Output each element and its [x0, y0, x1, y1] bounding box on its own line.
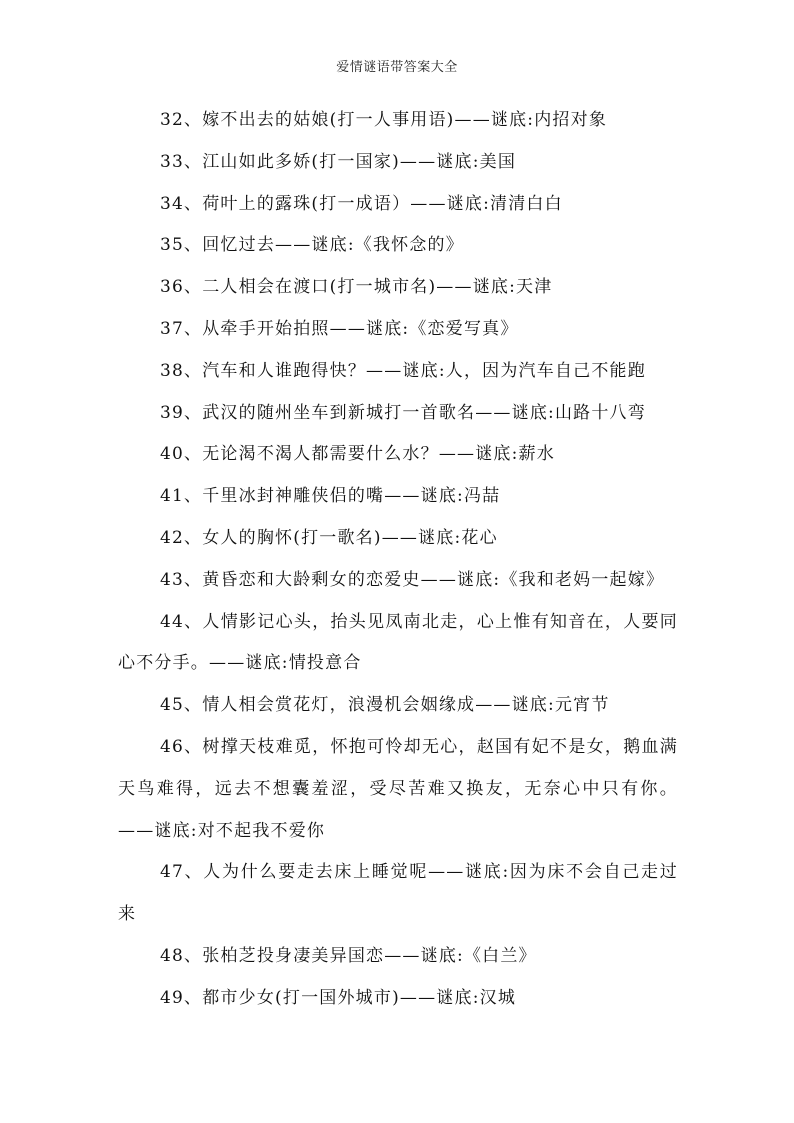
page-header: 爱情谜语带答案大全: [336, 60, 458, 75]
riddle-item: 34、荷叶上的露珠(打一成语）——谜底:清清白白: [160, 193, 563, 214]
riddle-item: 38、汽车和人谁跑得快？——谜底:人，因为汽车自己不能跑: [160, 360, 646, 381]
riddle-item: 35、回忆过去——谜底:《我怀念的》: [160, 235, 464, 256]
riddle-item: 44、人情影记心头，抬头见凤南北走，心上惟有知音在，人要同心不分手。——谜底:情投意合: [118, 611, 678, 674]
riddle-item: 48、张柏芝投身凄美异国恋——谜底:《白兰》: [160, 945, 537, 966]
riddle-item: 42、女人的胸怀(打一歌名)——谜底:花心: [160, 527, 498, 548]
riddle-item: 49、都市少女(打一国外城市)——谜底:汉城: [160, 987, 517, 1008]
riddle-list: [118, 100, 678, 1020]
riddle-item: 40、无论渴不渴人都需要什么水？——谜底:薪水: [160, 444, 555, 465]
riddle-item: 45、情人相会赏花灯，浪漫机会姻缘成——谜底:元宵节: [160, 695, 610, 716]
riddle-item: 37、从牵手开始拍照——谜底:《恋爱写真》: [160, 318, 519, 339]
riddle-item: 36、二人相会在渡口(打一城市名)——谜底:天津: [160, 277, 553, 298]
riddle-item: 43、黄昏恋和大龄剩女的恋爱史——谜底:《我和老妈一起嫁》: [160, 569, 665, 590]
riddle-item: 47、人为什么要走去床上睡觉呢——谜底:因为床不会自己走过来: [118, 862, 678, 925]
riddle-item: 39、武汉的随州坐车到新城打一首歌名——谜底:山路十八弯: [160, 402, 646, 423]
riddle-item: 41、千里冰封神雕侠侣的嘴——谜底:冯喆: [160, 486, 501, 507]
riddle-item: 33、江山如此多娇(打一国家)——谜底:美国: [160, 151, 517, 172]
riddle-item: 46、树撑天枝难觅，怀抱可怜却无心，赵国有妃不是女，鹅血满天鸟难得，远去不想囊羞涩，受尽苦难又换友，无奈心中只有你。——谜底:对不起我不爱你: [118, 736, 678, 841]
riddle-item: 32、嫁不出去的姑娘(打一人事用语)——谜底:内招对象: [160, 110, 608, 130]
